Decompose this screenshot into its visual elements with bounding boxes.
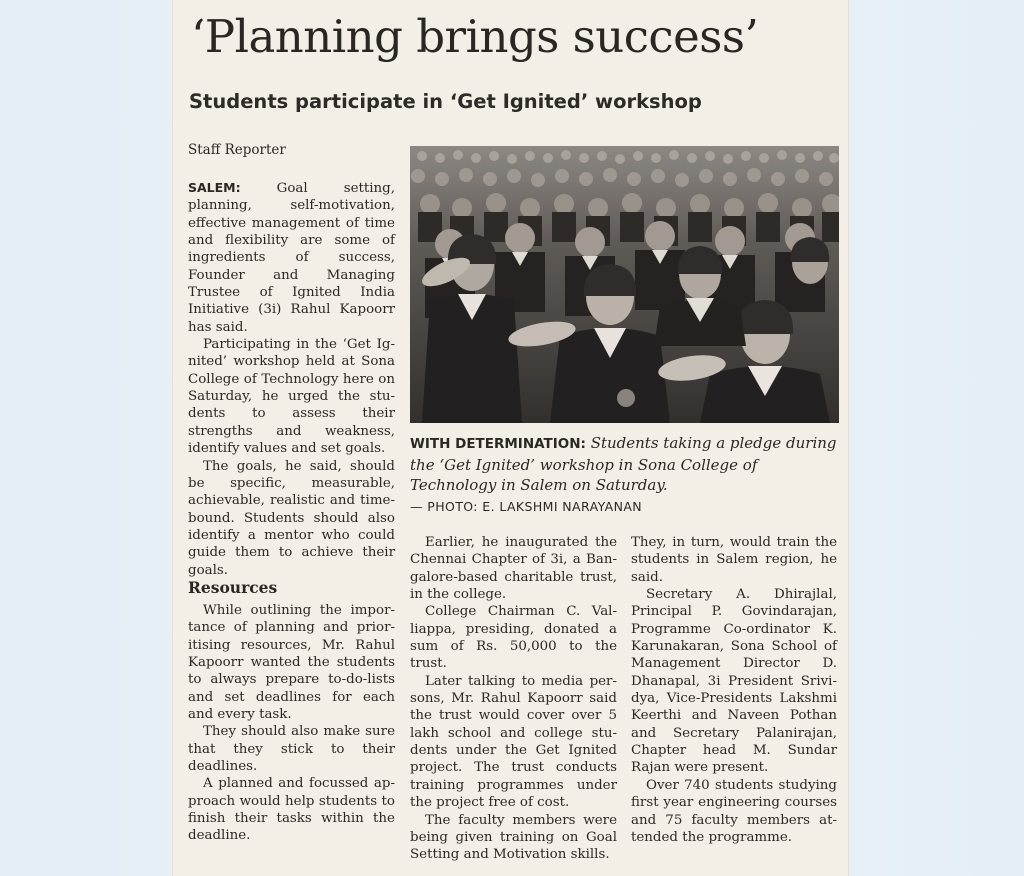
paragraph — [188, 179, 395, 336]
paragraph-text: Goal setting, planning, self-motivation, effective management of time and flexibility are some of ingredients of success, Founder and Managing Trustee of Ignited India Initiative (3i) Rahul Kapoorr has said. — [188, 181, 395, 335]
photo-credit: — PHOTO: E. LAKSHMI NARAYANAN — [410, 499, 643, 514]
paragraph: College Chairman C. Valliappa, presiding, donated a sum of Rs. 50,000 to the trust. — [410, 604, 617, 672]
caption-text: Students taking a pledge during the ‘Get Ignited’ workshop in Sona College of Technology in Salem on Saturday. — [410, 434, 837, 494]
newspaper-clipping — [173, 0, 848, 876]
column-1-top — [188, 179, 395, 579]
paragraph: The goals, he said, should be specific, measurable, achievable, realistic and time-bound. Students should also identify a mentor who could guide them to achieve their goals. — [188, 458, 395, 578]
paragraph: Secretary A. Dhirajlal, Principal P. Govindarajan, Programme Co-ordinator K. Karunakaran, Sona School of Management Director D. Dhanapal, 3i President Srividya, Vice-Presidents Lakshmi Keerthi and Naveen Pothan and Secretary Palanirajan, Chapter head M. Sundar Rajan were present. — [631, 587, 837, 776]
photo-caption — [410, 433, 840, 496]
paragraph: Later talking to media persons, Mr. Rahul Kapoorr said the trust would cover over 5 lakh school and college students under the Get Ignited project. The trust conducts training programmes under the project free of cost. — [410, 673, 617, 811]
column-3 — [631, 534, 837, 846]
byline: Staff Reporter — [188, 142, 286, 158]
paragraph: Earlier, he inaugurated the Chennai Chapter of 3i, a Bangalore-based charitable trust, in the college. — [410, 535, 617, 603]
paragraph: They, in turn, would train the students in Salem region, he said. — [631, 535, 837, 585]
paragraph: The faculty members were being given training on Goal Setting and Motivation skills. — [410, 812, 617, 863]
column-1-bottom — [188, 602, 395, 845]
headline: ‘Planning brings success’ — [191, 10, 759, 63]
paragraph: A planned and focussed approach would help students to finish their tasks within the deadline. — [188, 776, 395, 844]
paragraph: Over 740 students studying first year engineering courses and 75 faculty members attended the programme. — [631, 777, 837, 845]
students-pledge-photo — [410, 146, 839, 423]
caption-lead: WITH DETERMINATION: — [410, 436, 586, 452]
section-heading: Resources — [188, 578, 278, 597]
paragraph: While outlining the importance of planning and prioritising resources, Mr. Rahul Kapoorr wanted the students to always prepare to-do-lists and set deadlines for each and every task. — [188, 603, 395, 723]
news-photo — [410, 146, 839, 423]
dateline: SALEM: — [188, 180, 241, 195]
column-2 — [410, 534, 617, 864]
subheadline: Students participate in ‘Get Ignited’ workshop — [189, 90, 702, 113]
paragraph: They should also make sure that they stick to their deadlines. — [188, 724, 395, 775]
paragraph: Participating in the ‘Get Ignited’ workshop held at Sona College of Technology here on Saturday, he urged the students to assess their strengths and weakness, identify values and set goals. — [188, 337, 395, 457]
